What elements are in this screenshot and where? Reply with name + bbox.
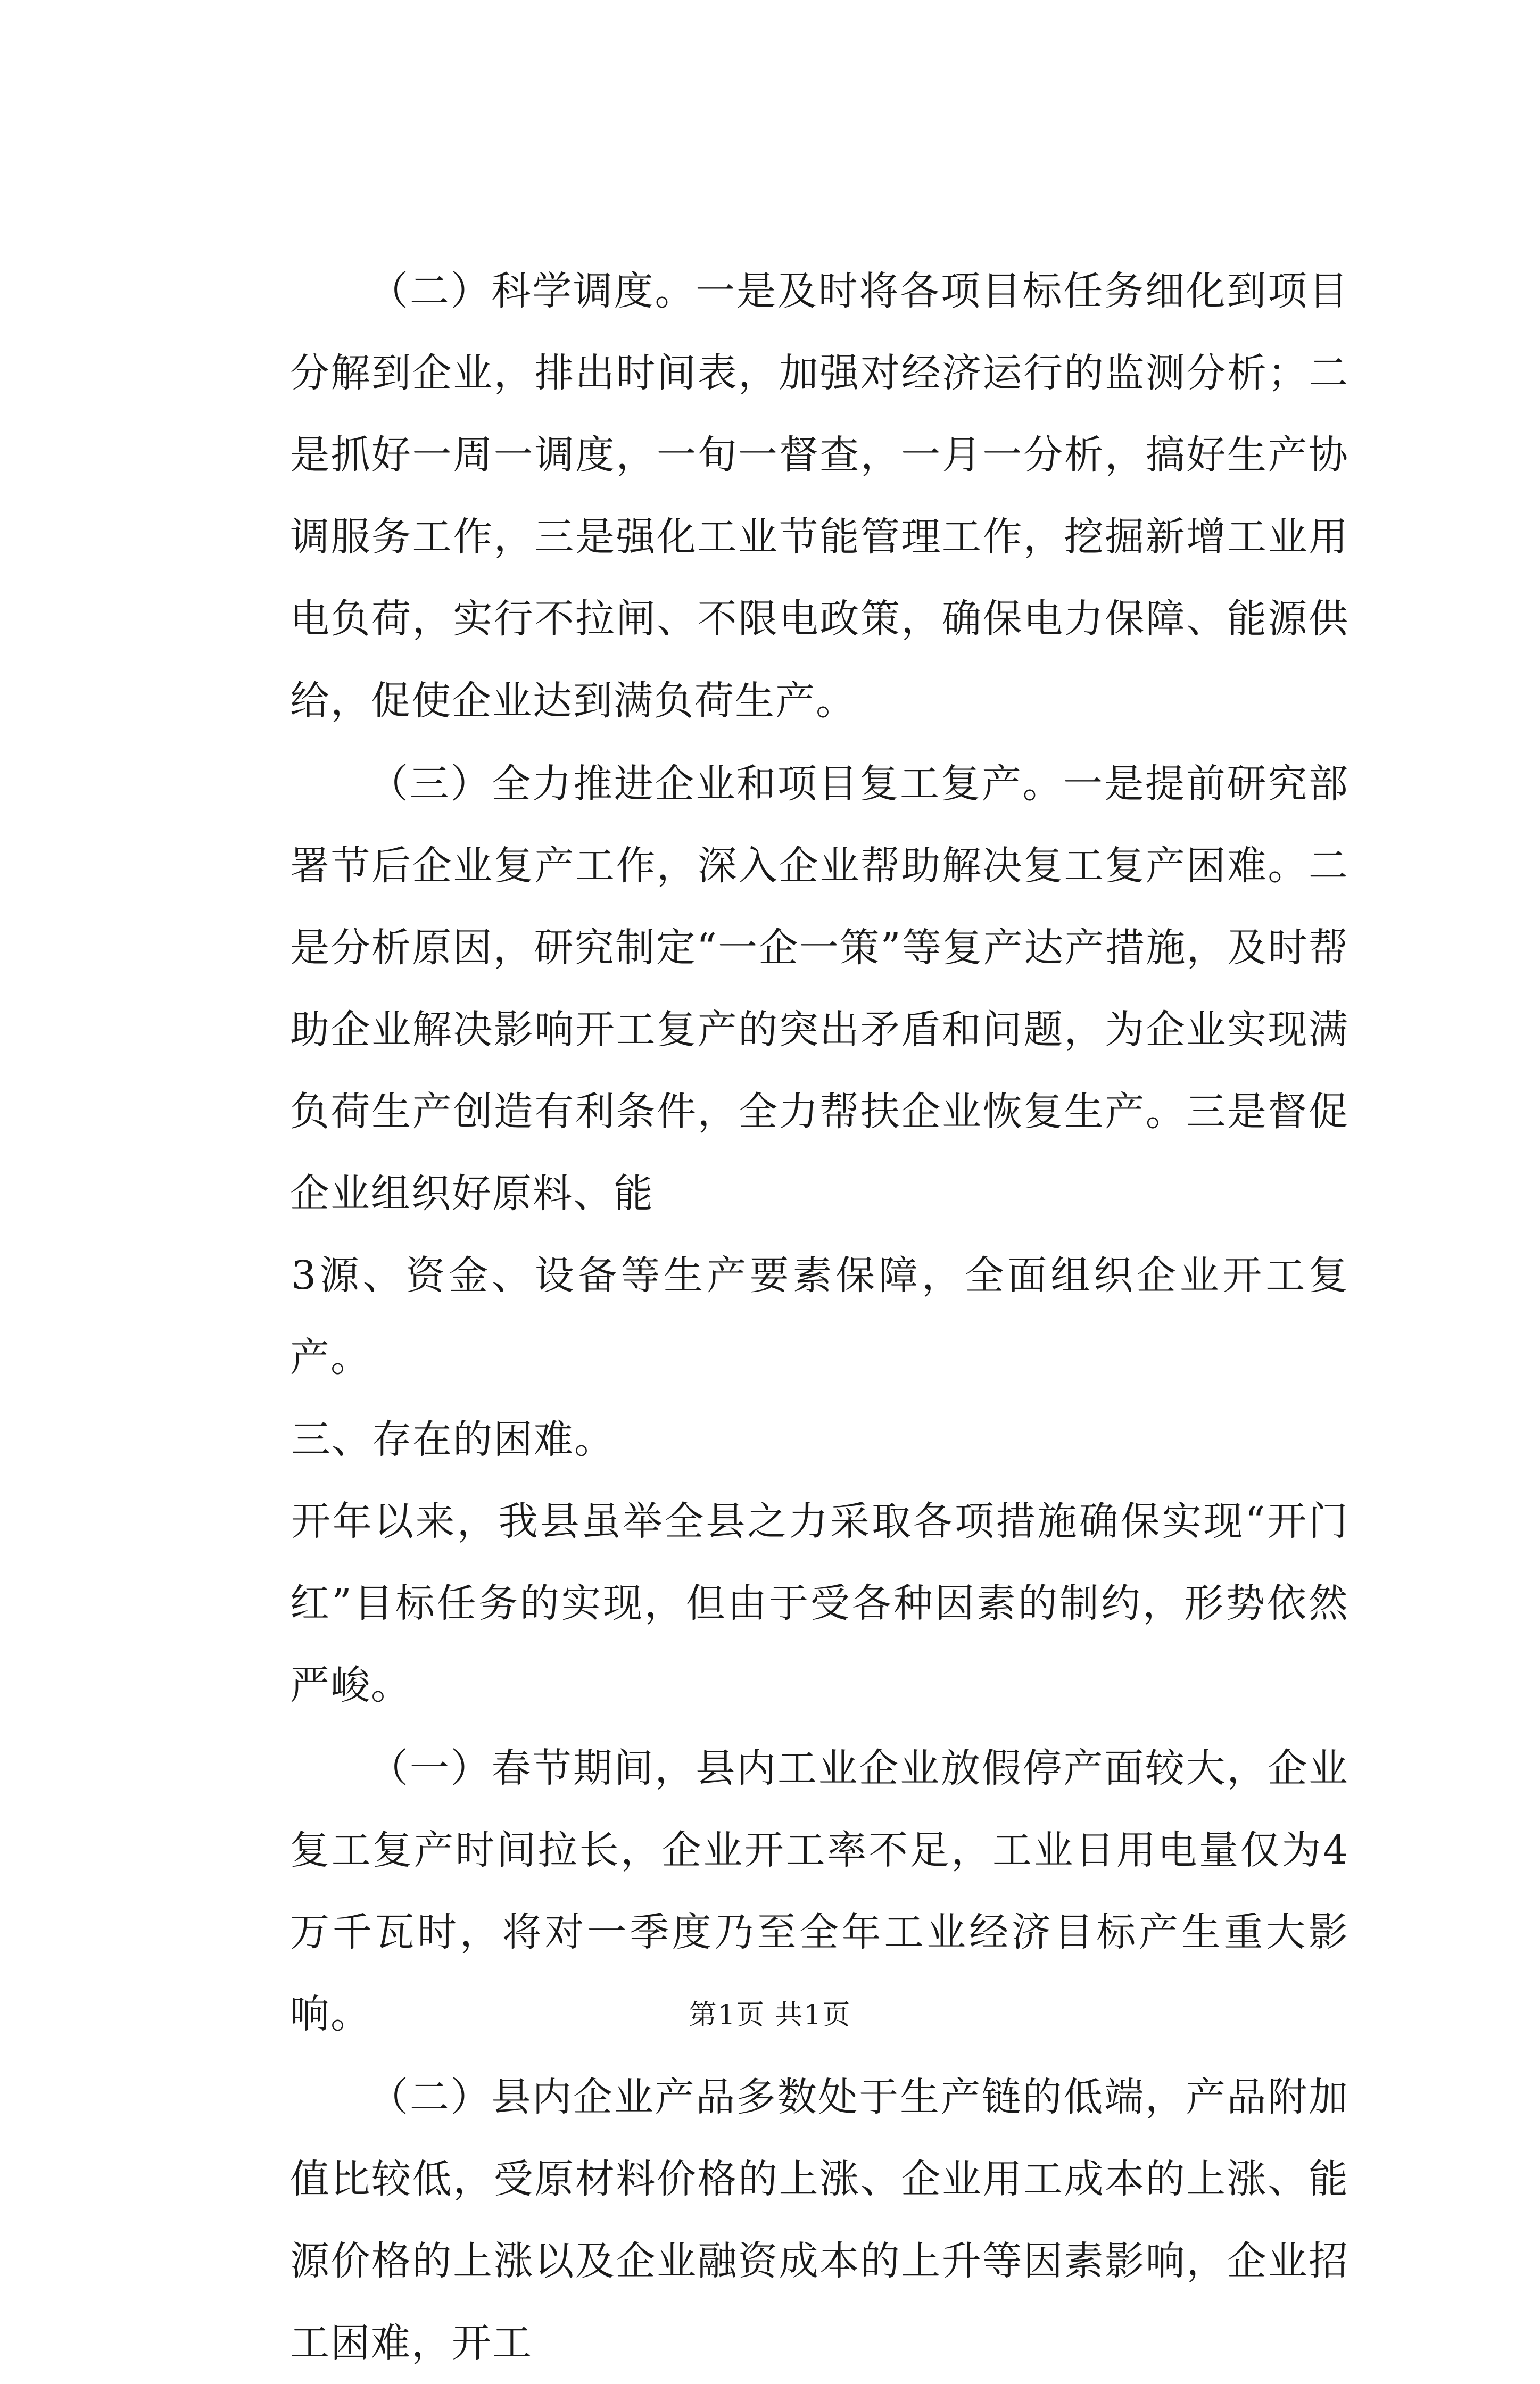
paragraph-spring-festival-impact: （一）春节期间，县内工业企业放假停产面较大，企业复工复产时间拉长，企业开工率不足，工业日用电量仅为4万千瓦时，将对一季度乃至全年工业经济目标产生重大影响。 xyxy=(290,1745,1349,2037)
document-body xyxy=(290,250,1349,2384)
paragraph-situation-overview: 开年以来，我县虽举全县之力采取各项措施确保实现“开门红”目标任务的实现，但由于受各种因素的制约，形势依然严峻。 xyxy=(290,1499,1349,1708)
section-heading-difficulties: 三、存在的困难。 xyxy=(291,1417,615,1462)
paragraph-low-value-products: （二）县内企业产品多数处于生产链的低端，产品附加值比较低，受原材料价格的上涨、企业用工成本的上涨、能源价格的上涨以及企业融资成本的上升等因素影响，企业招工困难，开工 xyxy=(290,2074,1349,2366)
paragraph-production-factors: 3源、资金、设备等生产要素保障，全面组织企业开工复产。 xyxy=(290,1253,1349,1380)
page-footer: 第1页 共1页 xyxy=(689,1999,851,2031)
paragraph-scientific-dispatch: （二）科学调度。一是及时将各项目标任务细化到项目分解到企业，排出时间表，加强对经济运行的监测分析；二是抓好一周一调度，一旬一督查，一月一分析，搞好生产协调服务工作，三是强化工业节能管理工作，挖掘新增工业用电负荷，实行不拉闸、不限电政策，确保电力保障、能源供给，促使企业达到满负荷生产。 xyxy=(290,268,1349,724)
paragraph-resume-production: （三）全力推进企业和项目复工复产。一是提前研究部署节后企业复产工作，深入企业帮助解决复工复产困难。二是分析原因，研究制定“一企一策”等复产达产措施，及时帮助企业解决影响开工复产的突出矛盾和问题，为企业实现满负荷生产创造有利条件，全力帮扶企业恢复生产。三是督促企业组织好原料、能 xyxy=(290,761,1349,1216)
